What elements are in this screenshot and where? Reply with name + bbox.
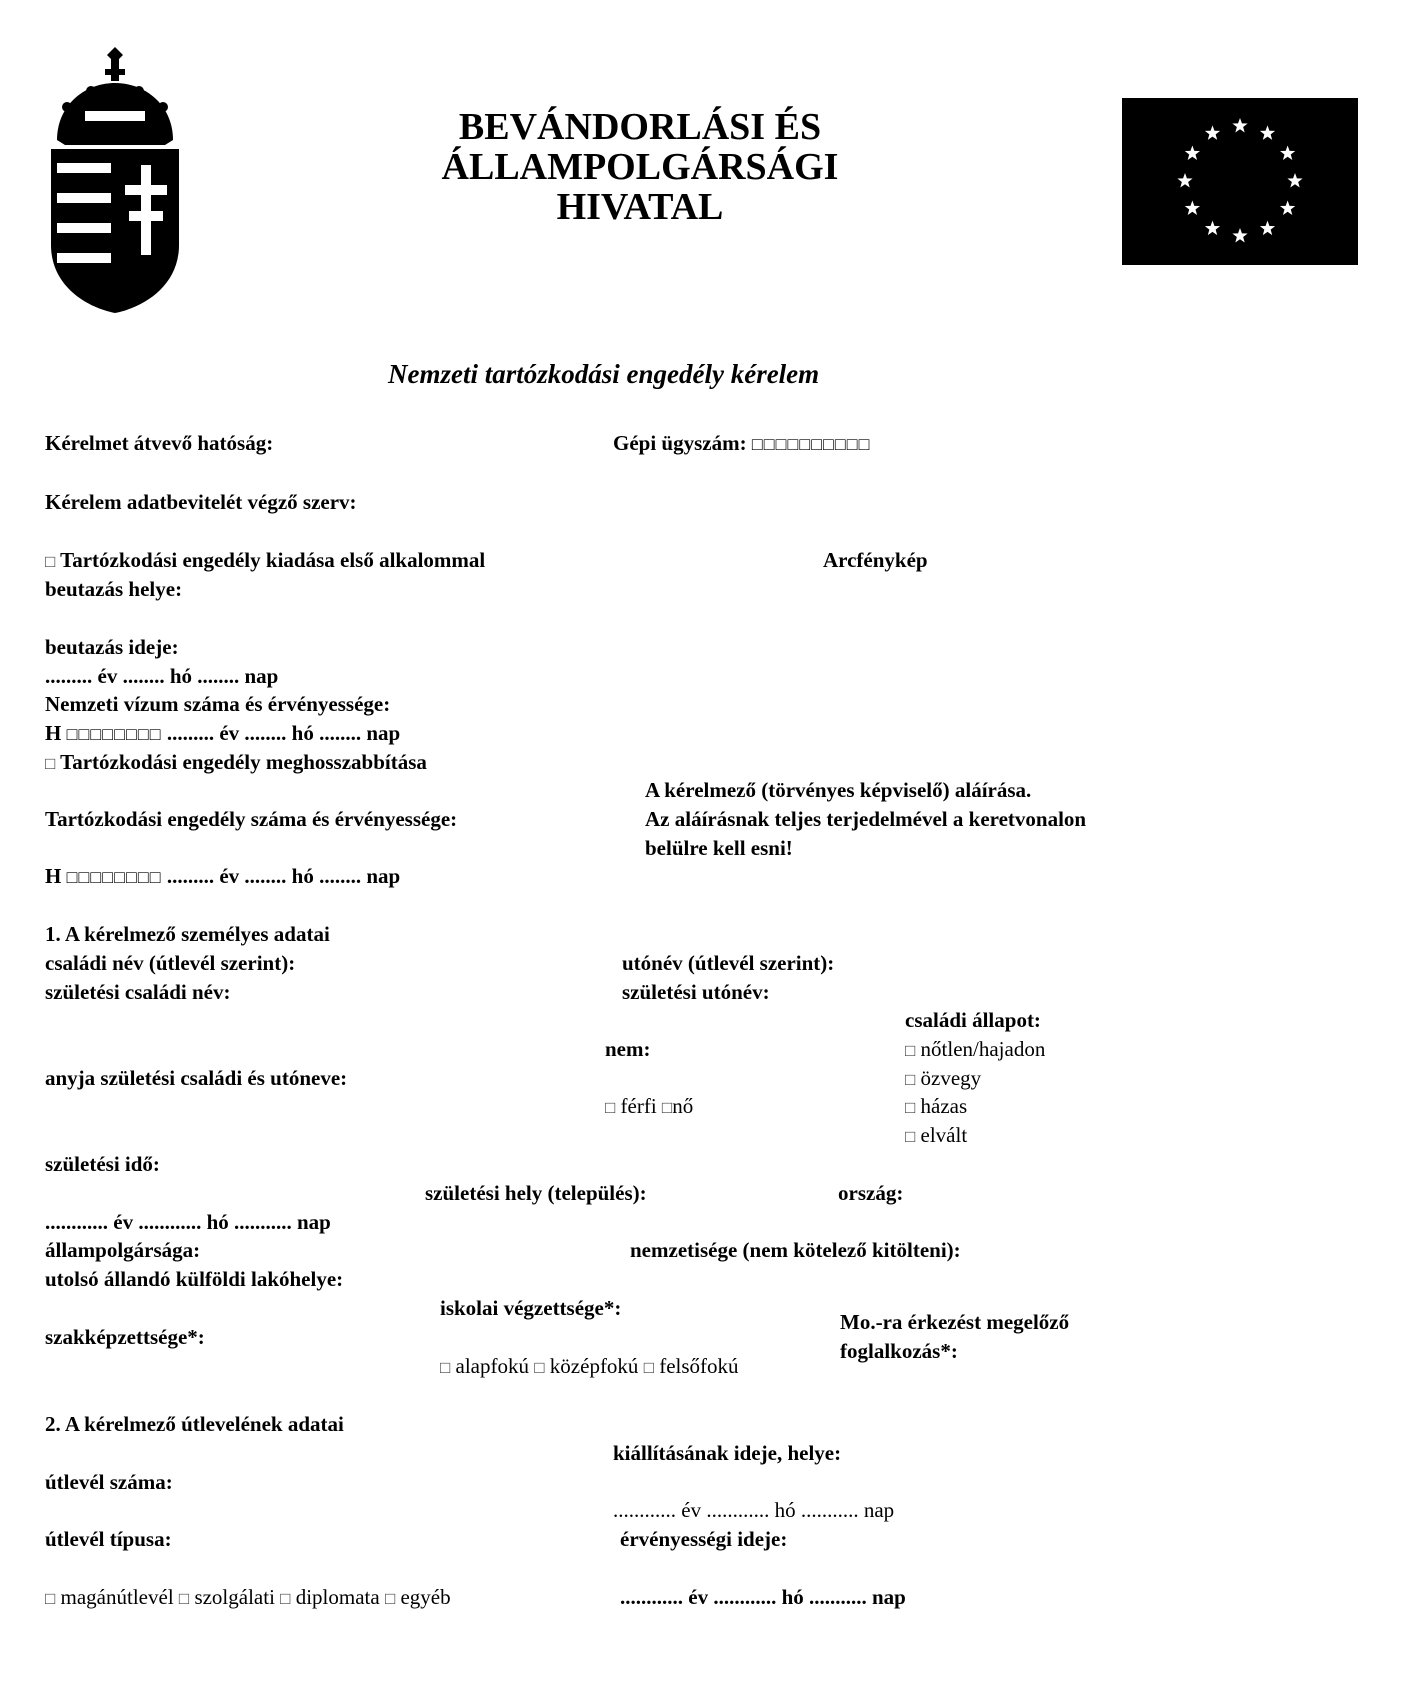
eu-star-icon — [1177, 173, 1192, 187]
first-issue-checkbox[interactable]: □ — [45, 552, 56, 571]
visa-number-boxes[interactable]: □□□□□□□□ — [66, 724, 162, 744]
education-higher-checkbox[interactable]: □ — [643, 1358, 654, 1377]
marital-married-checkbox[interactable]: □ — [905, 1098, 916, 1117]
type-diplomatic-checkbox[interactable]: □ — [280, 1589, 291, 1608]
eu-star-icon — [1287, 173, 1302, 187]
section2-heading: 2. A kérelmező útlevelének adatai — [45, 1412, 344, 1436]
marital-option-single[interactable]: □ nőtlen/hajadon — [905, 1037, 1046, 1061]
issue-date-line[interactable]: ............ év ............ hó ........... nap — [613, 1498, 895, 1522]
entry-org-label: Kérelem adatbevitelét végző szerv: — [45, 490, 357, 514]
education-label: iskolai végzettsége*: — [440, 1296, 622, 1320]
case-number-boxes[interactable]: □□□□□□□□□□ — [751, 434, 871, 454]
authority-label: Kérelmet átvevő hatóság: — [45, 431, 274, 455]
mother-name-label: anyja születési családi és utóneve: — [45, 1066, 348, 1090]
signature-line-3: belülre kell esni! — [645, 836, 793, 860]
education-primary-checkbox[interactable]: □ — [440, 1358, 451, 1377]
passport-number-label: útlevél száma: — [45, 1470, 173, 1494]
nationality-label: nemzetisége (nem kötelező kitölteni): — [630, 1238, 961, 1262]
permit-number-label: Tartózkodási engedély száma és érvényessége: — [45, 807, 458, 831]
eu-star-icon — [1205, 221, 1220, 235]
validity-label: érvényességi ideje: — [620, 1527, 788, 1551]
sex-options — [605, 1094, 693, 1119]
citizenship-label: állampolgársága: — [45, 1238, 201, 1262]
type-other-checkbox[interactable]: □ — [384, 1589, 396, 1608]
first-issue-row: □ Tartózkodási engedély kiadása első alkalommal — [45, 548, 486, 572]
occupation-line-2: foglalkozás*: — [840, 1339, 958, 1363]
visa-label: Nemzeti vízum száma és érvényessége: — [45, 692, 391, 716]
sex-label: nem: — [605, 1037, 651, 1061]
birth-date-label: születési idő: — [45, 1152, 160, 1176]
eu-star-icon — [1232, 118, 1247, 132]
permit-number-boxes[interactable]: □□□□□□□□ — [66, 867, 162, 887]
eu-star-icon — [1280, 201, 1295, 215]
eu-star-icon — [1260, 125, 1275, 139]
birth-date-line[interactable]: ............ év ............ hó ........... nap — [45, 1210, 331, 1234]
signature-line-1: A kérelmező (törvényes képviselő) aláírása. — [645, 778, 1032, 802]
eu-star-icon — [1185, 201, 1200, 215]
marital-label: családi állapot: — [905, 1008, 1041, 1032]
last-residence-label: utolsó állandó külföldi lakóhelye: — [45, 1267, 344, 1291]
sex-female-checkbox[interactable]: □ — [661, 1098, 673, 1117]
extension-checkbox[interactable]: □ — [45, 754, 56, 773]
type-private-checkbox[interactable]: □ — [45, 1589, 56, 1608]
occupation-line-1: Mo.-ra érkezést megelőző — [840, 1310, 1070, 1334]
eu-star-icon — [1232, 228, 1247, 242]
birth-given-name-label: születési utónév: — [622, 980, 770, 1004]
passport-type-options: □ magánútlevél □ szolgálati □ diplomata □ egyéb — [45, 1585, 451, 1609]
sex-male-checkbox[interactable]: □ — [605, 1098, 616, 1117]
hungarian-coat-of-arms-icon — [45, 45, 185, 315]
entry-date-line[interactable]: ......... év ........ hó ........ nap — [45, 664, 279, 688]
marital-single-checkbox[interactable]: □ — [905, 1041, 916, 1060]
issue-label: kiállításának ideje, helye: — [613, 1441, 842, 1465]
marital-option-divorced[interactable]: □ elvált — [905, 1123, 968, 1147]
education-secondary-checkbox[interactable]: □ — [534, 1358, 545, 1377]
visa-row: H □□□□□□□□ ......... év ........ hó ........ nap — [45, 721, 401, 745]
extension-row: □ Tartózkodási engedély meghosszabbítása — [45, 750, 427, 774]
photo-label: Arcfénykép — [823, 548, 928, 572]
country-label: ország: — [838, 1181, 904, 1205]
permit-date-line[interactable]: ......... év ........ hó ........ nap — [166, 864, 401, 888]
marital-divorced-checkbox[interactable]: □ — [905, 1127, 916, 1146]
marital-option-widowed[interactable]: □ özvegy — [905, 1066, 982, 1090]
birth-family-name-label: születési családi név: — [45, 980, 231, 1004]
marital-widowed-checkbox[interactable]: □ — [905, 1070, 916, 1089]
section1-heading: 1. A kérelmező személyes adatai — [45, 922, 330, 946]
eu-star-icon — [1280, 146, 1295, 160]
family-name-label: családi név (útlevél szerint): — [45, 951, 296, 975]
sex-male-label: férfi — [620, 1094, 657, 1118]
eu-flag-icon — [1122, 98, 1358, 265]
sex-female-label: nő — [672, 1094, 694, 1118]
eu-star-icon — [1205, 125, 1220, 139]
eu-star-icon — [1260, 221, 1275, 235]
marital-option-married[interactable]: □ házas — [905, 1094, 968, 1118]
agency-title: BEVÁNDORLÁSI ÉS ÁLLAMPOLGÁRSÁGI HIVATAL — [441, 106, 839, 228]
eu-star-icon — [1185, 146, 1200, 160]
validity-date-line[interactable]: ............ év ............ hó ........... nap — [620, 1585, 906, 1609]
form-title: Nemzeti tartózkodási engedély kérelem — [388, 359, 820, 389]
entry-time-label: beutazás ideje: — [45, 635, 179, 659]
permit-row: H □□□□□□□□ ......... év ........ hó ........ nap — [45, 864, 401, 888]
type-service-checkbox[interactable]: □ — [178, 1589, 190, 1608]
qualification-label: szakképzettsége*: — [45, 1325, 205, 1349]
visa-date-line[interactable]: ......... év ........ hó ........ nap — [166, 721, 401, 745]
entry-place-label: beutazás helye: — [45, 577, 183, 601]
given-name-label: utónév (útlevél szerint): — [622, 951, 835, 975]
signature-line-2: Az aláírásnak teljes terjedelmével a keretvonalon — [645, 807, 1087, 831]
birth-place-label: születési hely (település): — [425, 1181, 647, 1205]
case-number-label: Gépi ügyszám: □□□□□□□□□□ — [613, 431, 871, 455]
passport-type-label: útlevél típusa: — [45, 1527, 172, 1551]
education-options: □ alapfokú □ középfokú □ felsőfokú — [440, 1354, 739, 1378]
